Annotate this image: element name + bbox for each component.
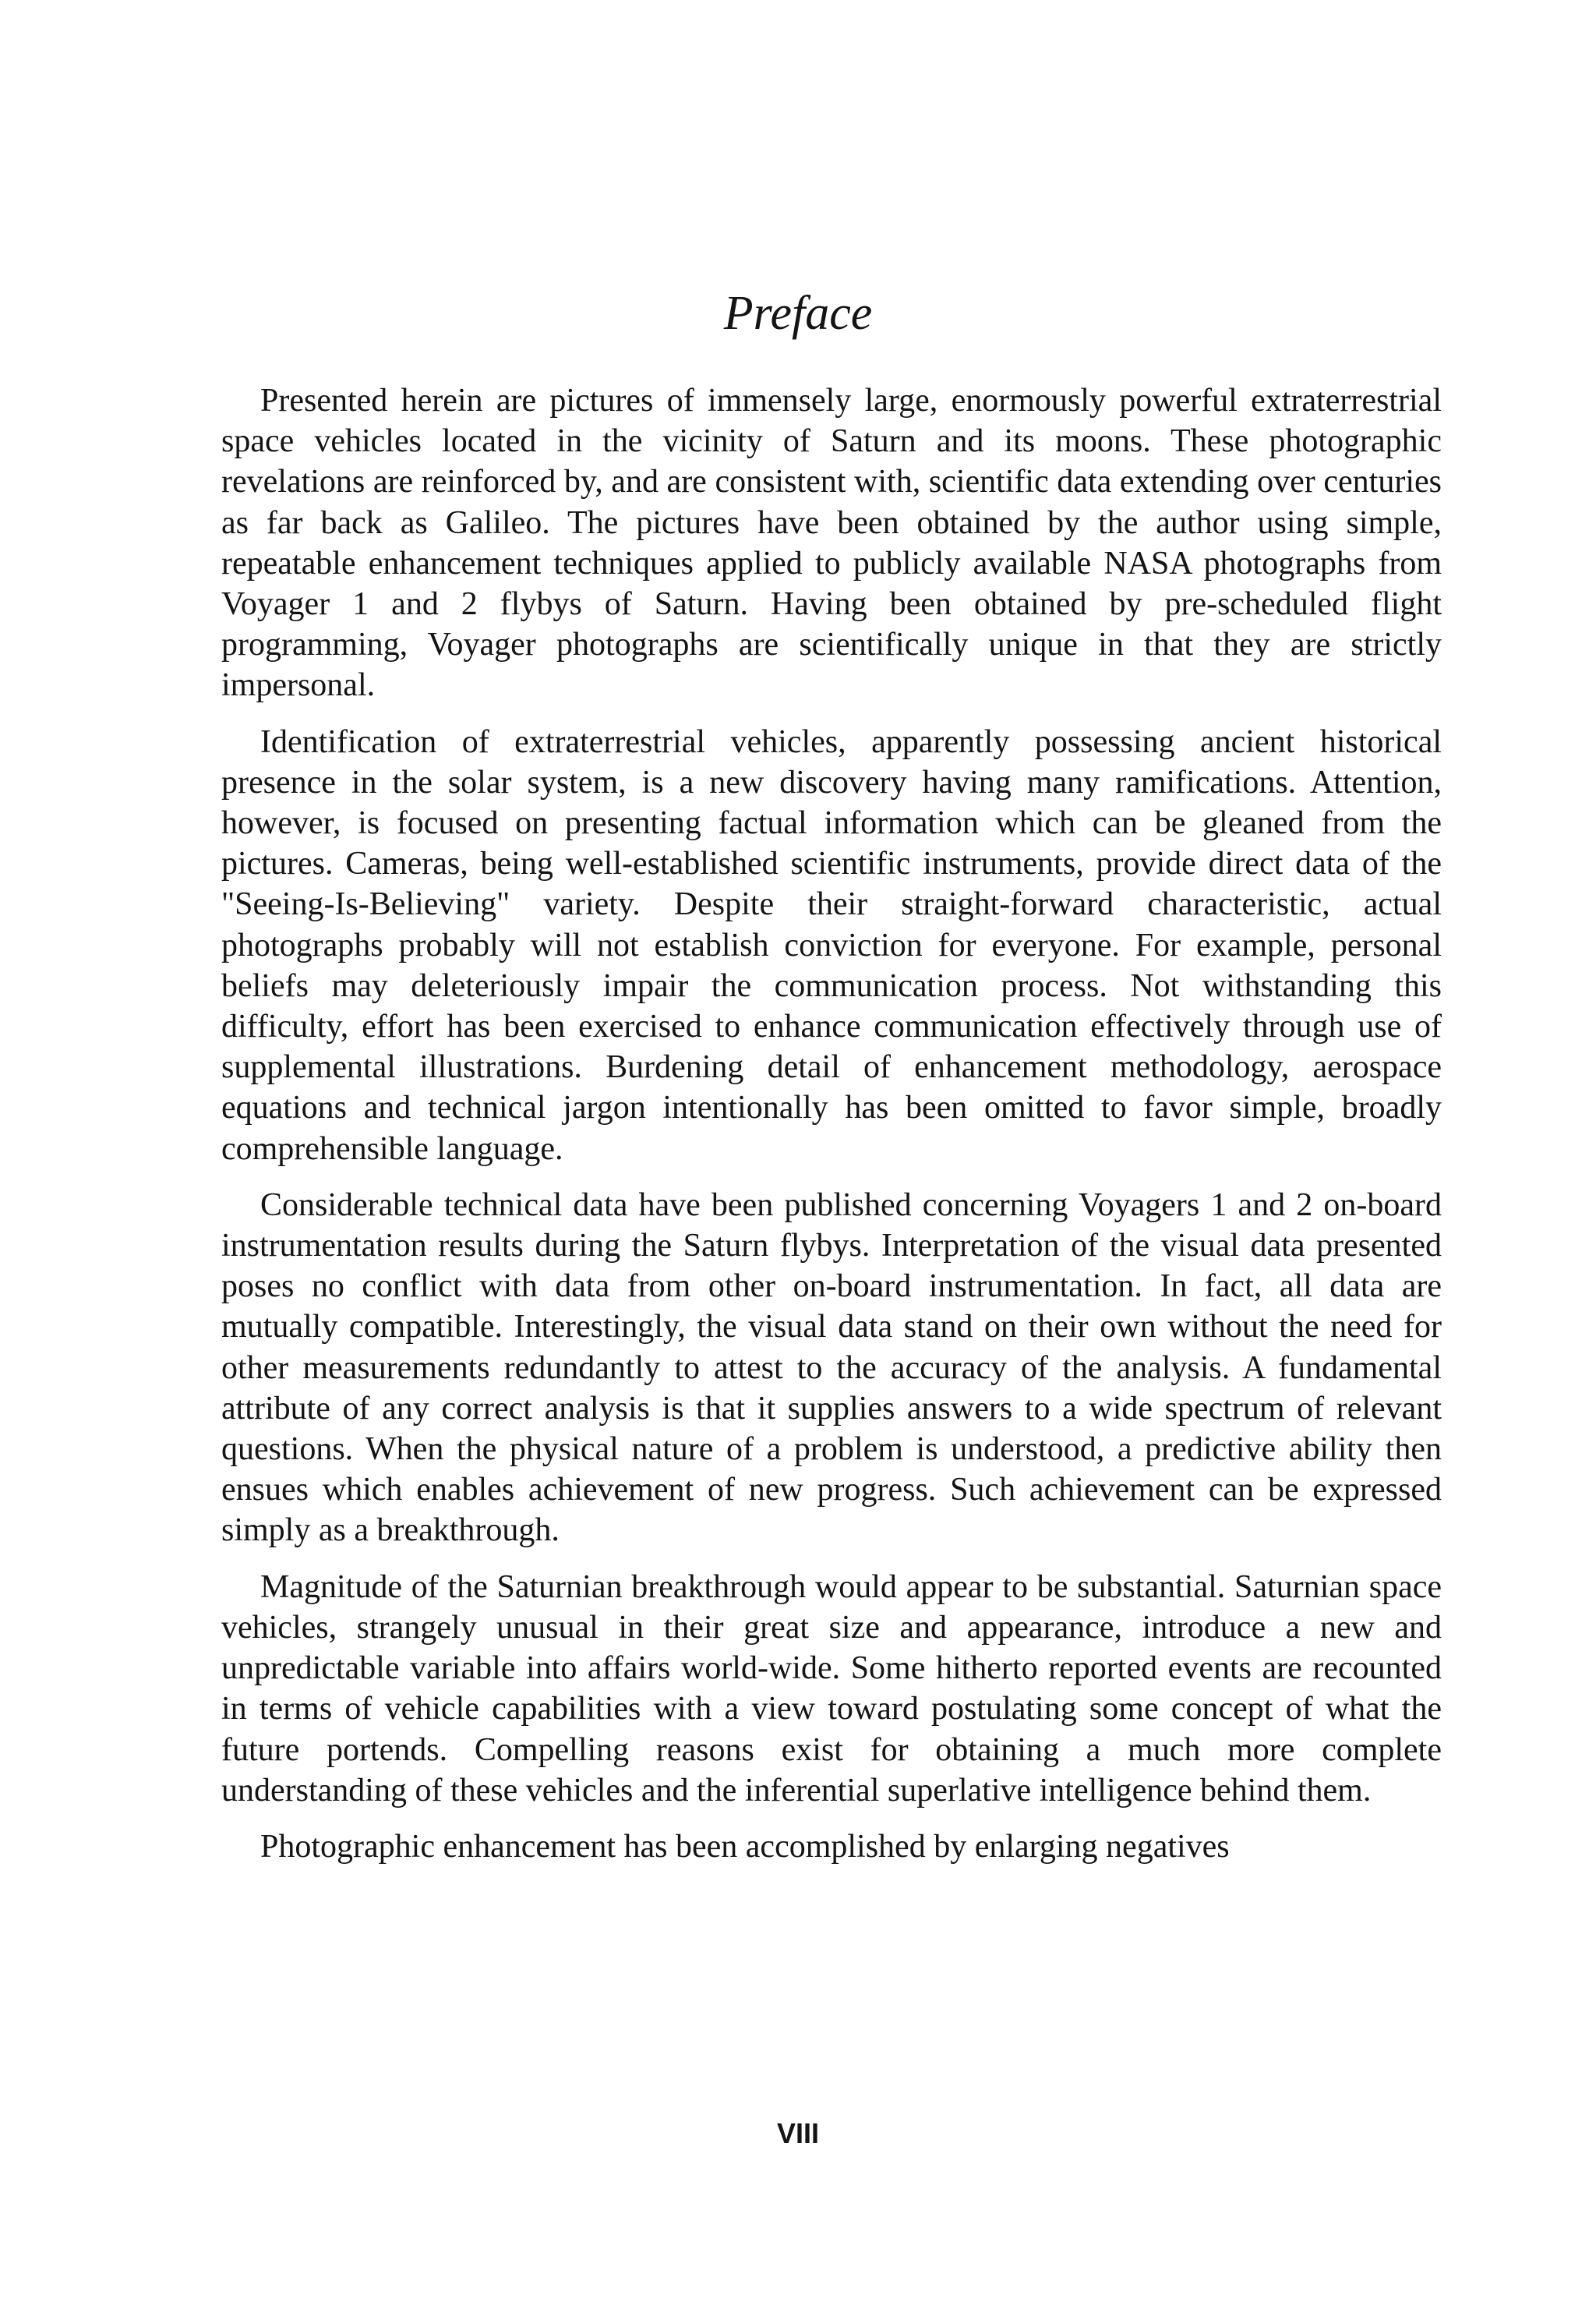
- paragraph-2: Identification of extraterrestrial vehicles, apparently possessing ancient historical presence in the solar system, is a new discovery having many ramifications. Attention, however, is focused on presenting factual information which can be gleaned from the pictures. Cameras, being well-established scientific instruments, provide direct data of the "Seeing-Is-Believing" variety. Despite their straight-forward characteristic, actual photographs probably will not establish conviction for everyone. For example, personal beliefs may deleteriously impair the communication process. Not withstanding this difficulty, effort has been exercised to enhance communication effectively through use of supplemental illustrations. Burdening detail of enhancement methodology, aerospace equations and technical jargon intentionally has been omitted to favor simple, broadly comprehensible language.: [221, 723, 1442, 1167]
- page-title: Preface: [723, 287, 873, 340]
- paragraph-1: Presented herein are pictures of immensely large, enormously powerful extraterrestrial space vehicles located in the vicinity of Saturn and its moons. These photographic revelations are reinforced by, and are consistent with, scientific data extending over centuries as far back as Galileo. The pictures have been obtained by the author using simple, repeatable enhancement techniques applied to publicly available NASA photographs from Voyager 1 and 2 flybys of Saturn. Having been obtained by pre-scheduled flight programming, Voyager photographs are scientifically unique in that they are strictly impersonal.: [221, 383, 1442, 704]
- body-text: [221, 380, 1442, 1883]
- paragraph-5: Photographic enhancement has been accomplished by enlarging negatives: [260, 1828, 1230, 1865]
- paragraph-4: Magnitude of the Saturnian breakthrough would appear to be substantial. Saturnian space vehicles, strangely unusual in their great size and appearance, introduce a new and unpredictable variable into affairs world-wide. Some hitherto reported events are recounted in terms of vehicle capabilities with a view toward postulating some concept of what the future portends. Compelling reasons exist for obtaining a much more complete understanding of these vehicles and the inferential superlative intelligence behind them.: [221, 1568, 1442, 1809]
- page-number: VIII: [776, 2117, 820, 2149]
- paragraph-3: Considerable technical data have been published concerning Voyagers 1 and 2 on-board instrumentation results during the Saturn flybys. Interpretation of the visual data presented poses no conflict with data from other on-board instrumentation. In fact, all data are mutually compatible. Interestingly, the visual data stand on their own without the need for other measurements redundantly to attest to the accuracy of the analysis. A fundamental attribute of any correct analysis is that it supplies answers to a wide spectrum of relevant questions. When the physical nature of a problem is understood, a predictive ability then ensues which enables achievement of new progress. Such achievement can be expressed simply as a breakthrough.: [221, 1186, 1442, 1549]
